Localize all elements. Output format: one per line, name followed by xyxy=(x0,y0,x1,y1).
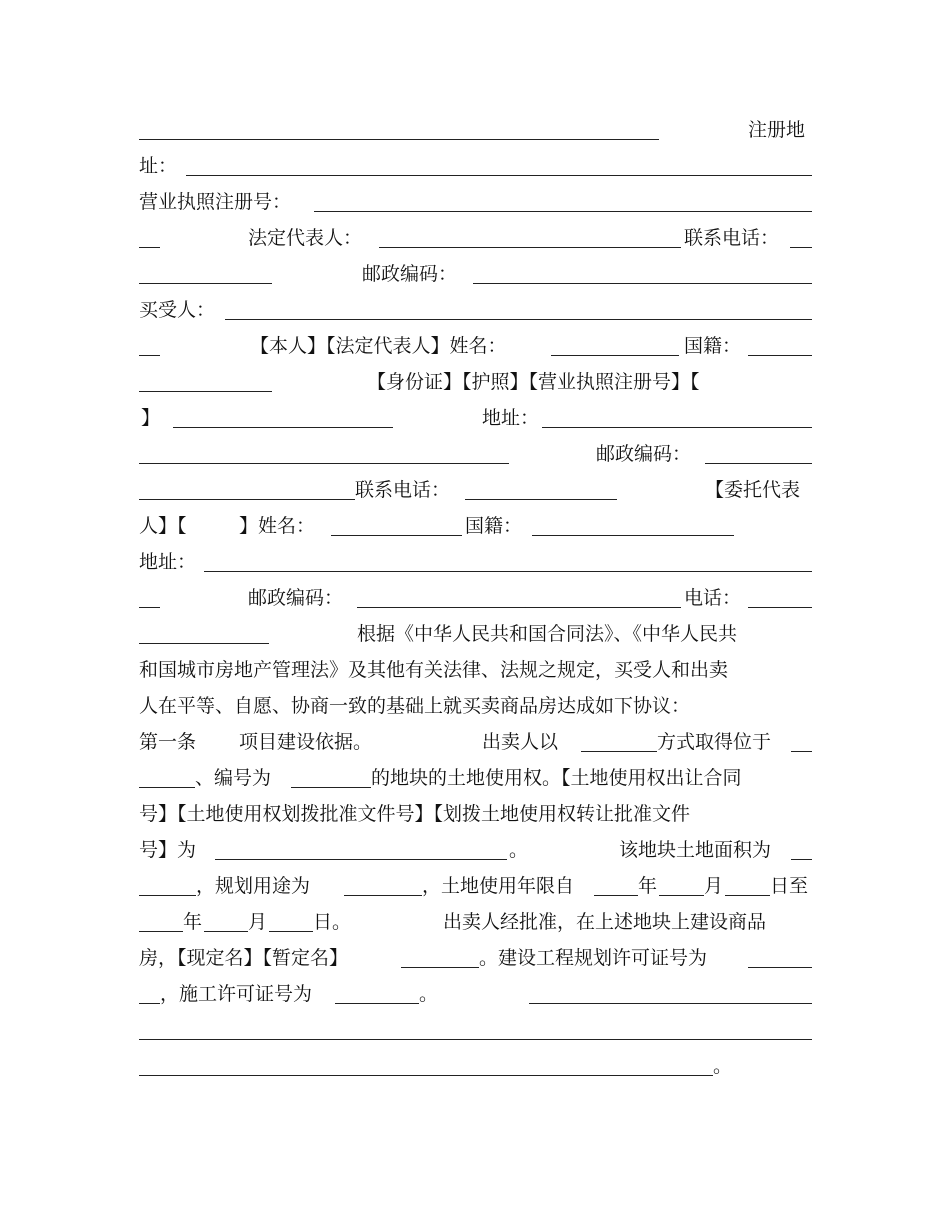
fill-blank[interactable] xyxy=(379,247,681,248)
contract-line xyxy=(139,544,812,580)
contract-line xyxy=(139,364,812,400)
fill-blank[interactable] xyxy=(790,247,812,248)
fill-blank[interactable] xyxy=(357,607,681,608)
article-number: 第一条 xyxy=(139,731,197,753)
contract-line xyxy=(139,976,812,1012)
paragraph-text: ，施工许可证号为 xyxy=(160,983,313,1005)
label-phone: 联系电话： xyxy=(684,227,780,249)
contract-line xyxy=(139,400,812,436)
contract-line xyxy=(139,832,812,868)
label-address: 地址： xyxy=(482,407,540,429)
fill-blank[interactable] xyxy=(705,463,812,464)
contract-line xyxy=(139,580,812,616)
contract-line xyxy=(139,220,812,256)
fill-blank[interactable] xyxy=(748,967,812,968)
fill-blank[interactable] xyxy=(139,247,160,248)
fill-blank[interactable] xyxy=(748,355,812,356)
contract-line xyxy=(139,760,812,796)
label-agent-bracket: 人】【 xyxy=(139,515,187,537)
label-address: 地址： xyxy=(139,551,197,573)
label-postcode: 邮政编码： xyxy=(248,587,344,609)
fill-blank[interactable] xyxy=(581,751,657,752)
paragraph-text: 。 xyxy=(713,1055,733,1077)
paragraph-text: 人在平等、自愿、协商一致的基础上就买卖商品房达成如下协议： xyxy=(139,695,691,717)
label-text: 址： xyxy=(139,155,178,177)
fill-blank[interactable] xyxy=(465,499,617,500)
label-nationality: 国籍： xyxy=(465,515,523,537)
paragraph-text: 出卖人以 xyxy=(482,731,559,753)
fill-blank[interactable] xyxy=(594,895,638,896)
contract-line xyxy=(139,868,812,904)
contract-line xyxy=(139,796,812,832)
contract-line xyxy=(139,652,812,688)
fill-blank[interactable] xyxy=(215,859,507,860)
paragraph-text: 和国城市房地产管理法》及其他有关法律、法规之规定，买受人和出卖 xyxy=(139,659,729,681)
label-agent-name: 】姓名： xyxy=(239,515,316,537)
paragraph-text: 日至 xyxy=(770,875,809,897)
label-phone: 电话： xyxy=(684,587,742,609)
fill-blank[interactable] xyxy=(139,355,160,356)
fill-blank[interactable] xyxy=(473,283,812,284)
contract-line xyxy=(139,436,812,472)
fill-blank[interactable] xyxy=(139,139,659,140)
fill-blank[interactable] xyxy=(344,895,422,896)
fill-blank[interactable] xyxy=(791,751,812,752)
article-title: 项目建设依据。 xyxy=(239,731,373,753)
label-id-type: 【身份证】【护照】【营业执照注册号】【 xyxy=(367,371,700,393)
fill-blank[interactable] xyxy=(139,787,195,788)
fill-blank[interactable] xyxy=(269,931,313,932)
label-agent: 【委托代表 xyxy=(705,479,801,501)
paragraph-text: 。 xyxy=(509,839,529,861)
contract-line xyxy=(139,724,812,760)
paragraph-text: 。 xyxy=(419,983,439,1005)
paragraph-text: 。建设工程规划许可证号为 xyxy=(479,947,708,969)
contract-line xyxy=(139,904,812,940)
paragraph-text: 出卖人经批准，在上述地块上建设商品 xyxy=(443,911,767,933)
label-registered-address: 注册地 xyxy=(748,119,806,141)
fill-blank[interactable] xyxy=(659,895,704,896)
contract-line xyxy=(139,1012,812,1048)
fill-blank[interactable] xyxy=(401,967,479,968)
contract-line xyxy=(139,112,812,148)
contract-line xyxy=(139,1048,812,1084)
label-bracket: 】 xyxy=(141,407,161,429)
fill-blank[interactable] xyxy=(725,895,770,896)
label-legal-rep: 法定代表人： xyxy=(248,227,363,249)
contract-line xyxy=(139,472,812,508)
fill-blank[interactable] xyxy=(139,1003,160,1004)
contract-line xyxy=(139,328,812,364)
fill-blank[interactable] xyxy=(139,463,509,464)
contract-line xyxy=(139,184,812,220)
paragraph-text: 号】为 xyxy=(139,839,197,861)
fill-blank[interactable] xyxy=(529,1003,812,1004)
fill-blank[interactable] xyxy=(551,355,679,356)
fill-blank[interactable] xyxy=(139,931,183,932)
paragraph-text: 日。 xyxy=(313,911,352,933)
fill-blank[interactable] xyxy=(314,211,812,212)
fill-blank[interactable] xyxy=(204,931,248,932)
label-postcode: 邮政编码： xyxy=(362,263,458,285)
paragraph-text: ，规划用途为 xyxy=(196,875,311,897)
contract-line xyxy=(139,940,812,976)
label-postcode: 邮政编码： xyxy=(596,443,692,465)
contract-line xyxy=(139,148,812,184)
paragraph-text: 方式取得位于 xyxy=(657,731,772,753)
fill-blank[interactable] xyxy=(186,175,812,176)
paragraph-text: 该地块土地面积为 xyxy=(619,839,772,861)
paragraph-text: ，土地使用年限自 xyxy=(422,875,575,897)
paragraph-text: 年 xyxy=(183,911,203,933)
contract-line xyxy=(139,508,812,544)
fill-blank[interactable] xyxy=(139,607,160,608)
label-buyer-name: 【本人】【法定代表人】姓名： xyxy=(250,335,507,357)
fill-blank[interactable] xyxy=(335,1003,419,1004)
fill-blank[interactable] xyxy=(139,283,272,284)
paragraph-text: 根据《中华人民共和国合同法》、《中华人民共 xyxy=(357,623,738,645)
paragraph-text: 月 xyxy=(248,911,268,933)
fill-blank[interactable] xyxy=(542,427,812,428)
paragraph-text: 年 xyxy=(638,875,658,897)
fill-blank[interactable] xyxy=(139,1075,713,1076)
fill-blank[interactable] xyxy=(748,607,812,608)
fill-blank[interactable] xyxy=(139,499,355,500)
label-business-license: 营业执照注册号： xyxy=(139,191,292,213)
paragraph-text: 号】【土地使用权划拨批准文件号】【划拨土地使用权转让批准文件 xyxy=(139,803,691,825)
label-phone: 联系电话： xyxy=(355,479,451,501)
fill-blank[interactable] xyxy=(791,859,812,860)
contract-line xyxy=(139,292,812,328)
label-buyer: 买受人： xyxy=(139,299,216,321)
paragraph-text: 房，【现定名】【暂定名】 xyxy=(139,947,349,969)
paragraph-text: 、编号为 xyxy=(195,767,272,789)
fill-blank[interactable] xyxy=(139,643,269,644)
fill-blank[interactable] xyxy=(204,571,812,572)
contract-line xyxy=(139,256,812,292)
paragraph-text: 月 xyxy=(704,875,724,897)
paragraph-text: 的地块的土地使用权。【土地使用权出让合同 xyxy=(371,767,742,789)
fill-blank[interactable] xyxy=(173,427,393,428)
fill-blank[interactable] xyxy=(139,1039,812,1040)
label-nationality: 国籍： xyxy=(684,335,742,357)
fill-blank[interactable] xyxy=(331,535,462,536)
contract-line xyxy=(139,688,812,724)
fill-blank[interactable] xyxy=(532,535,734,536)
fill-blank[interactable] xyxy=(225,319,812,320)
fill-blank[interactable] xyxy=(291,787,371,788)
fill-blank[interactable] xyxy=(139,895,196,896)
fill-blank[interactable] xyxy=(139,391,272,392)
contract-line xyxy=(139,616,812,652)
